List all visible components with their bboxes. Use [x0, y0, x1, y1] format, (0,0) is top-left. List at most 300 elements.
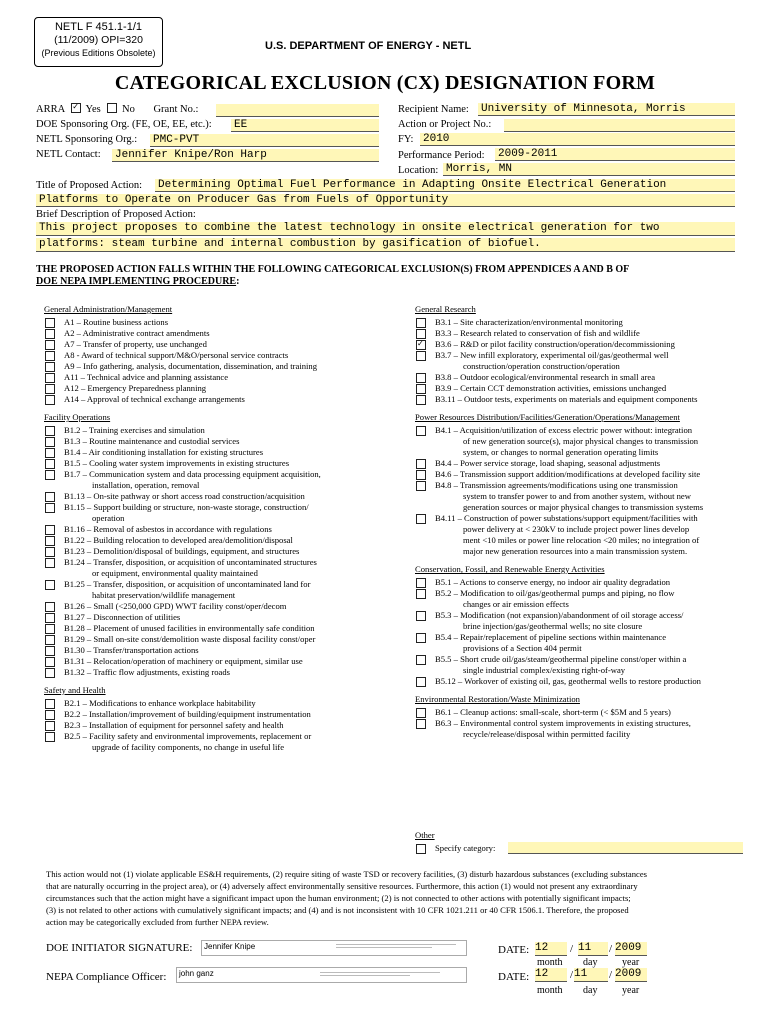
cx-item [415, 654, 750, 676]
cx-section-conservation-fossil-and-renewable-energy [415, 564, 750, 687]
cx-item-text [435, 718, 750, 740]
cx-item-label: B6.1 – Cleanup actions: small-scale, short-term (< $5M and 5 years) [435, 707, 671, 717]
brief-description-label: Brief Description of Proposed Action: [36, 209, 196, 220]
cx-item [44, 667, 394, 678]
cx-item-text [64, 361, 394, 372]
cx-section-safety-and-health [44, 685, 394, 753]
cx-item-text [64, 447, 394, 458]
cx-item-text [435, 372, 750, 383]
cx-item-label: B3.8 – Outdoor ecological/environmental research in small area [435, 372, 656, 382]
cx-item-text [435, 610, 750, 632]
cx-item-text [435, 339, 750, 350]
cx-checkbox[interactable] [45, 448, 55, 458]
cx-item-text [64, 634, 394, 645]
cx-item-continuation: system, or changes to normal generation operating limits [463, 447, 659, 457]
cx-item [44, 720, 394, 731]
cx-checkbox[interactable] [45, 710, 55, 720]
cx-checkbox[interactable] [45, 525, 55, 535]
location-field[interactable]: Morris, MN [443, 163, 735, 176]
cx-item-text [435, 350, 750, 372]
cx-item-continuation: power delivery at < 230kV to include project power lines develop [463, 524, 690, 534]
cx-item [415, 588, 750, 610]
cx-item-text [64, 698, 394, 709]
cx-item [415, 480, 750, 513]
cx-item-text [64, 645, 394, 656]
cx-item-text [435, 469, 750, 480]
cx-item-label: A12 – Emergency Preparedness planning [64, 383, 207, 393]
cx-item [44, 535, 394, 546]
cx-checkbox[interactable] [45, 503, 55, 513]
arra-yes-checkbox[interactable] [71, 103, 81, 113]
cx-item-label: A11 – Technical advice and planning assistance [64, 372, 229, 382]
cx-checkbox[interactable] [416, 318, 426, 328]
cx-item-label: B1.22 – Building relocation to developed area/demolition/disposal [64, 535, 293, 545]
specify-category-label: Specify category: [435, 843, 496, 853]
cx-item-label: B4.4 – Power service storage, load shaping, seasonal adjustments [435, 458, 661, 468]
cx-heading-line2: DOE NEPA IMPLEMENTING PROCEDURE [36, 276, 237, 287]
cx-item-label: B1.24 – Transfer, disposition, or acquisition of uncontaminated structures [64, 557, 317, 567]
cx-item [415, 676, 750, 687]
cx-item-label: B5.3 – Modification (not expansion)/abandonment of oil storage access/ [435, 610, 684, 620]
cx-item-label: B1.32 – Traffic flow adjustments, existing roads [64, 667, 230, 677]
brief-description-line1[interactable]: This project proposes to combine the latest technology in onsite electrical generation for two [36, 222, 735, 236]
cx-item-continuation: upgrade of facility components, no change in useful life [92, 742, 285, 752]
cx-item-continuation: system to transfer power to and from another system, without new [463, 491, 691, 501]
date2-slash: / [609, 969, 613, 981]
statement-line: that are naturally occurring in the project area), or (4) adversely affect environmentally sensitive resources. Furthermore, this action (1) would not present any extraordinary [46, 881, 638, 891]
cx-item-text [64, 667, 394, 678]
cx-item [44, 709, 394, 720]
cx-item-continuation: single industrial complex/existing right-of-way [463, 665, 626, 675]
page-title: CATEGORICAL EXCLUSION (CX) DESIGNATION FORM [114, 72, 656, 94]
netl-org-field[interactable]: PMC-PVT [150, 134, 379, 147]
cx-item-text [435, 394, 750, 405]
cx-item-text [64, 612, 394, 623]
date2-month-caption: month [537, 985, 563, 996]
cx-item-label: B5.5 – Short crude oil/gas/steam/geothermal pipeline const/oper within a [435, 654, 687, 664]
cx-item-text [64, 436, 394, 447]
cx-item-label: B2.1 – Modifications to enhance workplace habitability [64, 698, 256, 708]
cx-item-text [64, 425, 394, 436]
cx-item-label: B1.15 – Support building or structure, non-waste storage, construction/ [64, 502, 309, 512]
cx-checkbox[interactable] [416, 470, 426, 480]
cx-checkbox[interactable] [416, 384, 426, 394]
date2-year-caption: year [622, 985, 640, 996]
cx-section-title: Power Resources Distribution/Facilities/Generation/Operations/Management [415, 412, 680, 422]
cx-checkbox[interactable] [416, 611, 426, 621]
cx-checkbox[interactable] [416, 329, 426, 339]
cx-checkbox[interactable] [416, 633, 426, 643]
cx-item [44, 394, 394, 405]
form-id-obsolete-note: (Previous Editions Obsolete) [41, 48, 156, 58]
cx-item-text [64, 383, 394, 394]
cx-checkbox[interactable] [416, 340, 426, 350]
cx-checkbox[interactable] [45, 699, 55, 709]
cx-checkbox[interactable] [45, 732, 55, 742]
cx-item-label: B3.3 – Research related to conservation of fish and wildlife [435, 328, 640, 338]
cx-item [44, 317, 394, 328]
cx-item [44, 436, 394, 447]
netl-contact-field[interactable]: Jennifer Knipe/Ron Harp [112, 149, 379, 162]
grant-label: Grant No.: [153, 104, 199, 115]
cx-checkbox[interactable] [45, 384, 55, 394]
cx-item [415, 577, 750, 588]
cx-checkbox[interactable] [416, 481, 426, 491]
cx-checkbox[interactable] [45, 362, 55, 372]
other-checkbox[interactable] [416, 844, 426, 854]
cx-item-text [435, 425, 750, 458]
date2-slash: / [570, 969, 574, 981]
cx-item-label: B5.2 – Modification to oil/gas/geothermal pumps and piping, no flow [435, 588, 675, 598]
cx-item-label: B6.3 – Environmental control system improvements in existing structures, [435, 718, 691, 728]
date1-slash: / [570, 943, 574, 955]
cx-item-text [64, 656, 394, 667]
cx-item [415, 458, 750, 469]
cx-item [44, 623, 394, 634]
cx-checkbox[interactable] [416, 708, 426, 718]
nepa-officer-signature-name: john ganz [179, 969, 214, 978]
statement-line: action may be categorically excluded from further NEPA review. [46, 917, 269, 927]
arra-yes-label: Yes [85, 104, 101, 115]
cx-checkbox[interactable] [45, 635, 55, 645]
recipient-field[interactable]: University of Minnesota, Morris [478, 103, 735, 116]
title-of-action-field-line2[interactable]: Platforms to Operate on Producer Gas from Fuels of Opportunity [36, 194, 735, 207]
cx-item-text [64, 557, 394, 579]
cx-item-label: B4.11 – Construction of power substations/support equipment/facilities with [435, 513, 698, 523]
fy-field[interactable]: 2010 [420, 133, 735, 146]
date1-month-caption: month [537, 957, 563, 968]
date1-month[interactable]: 12 [535, 942, 567, 956]
cx-item [44, 328, 394, 339]
cx-item-label: B5.12 – Workover of existing oil, gas, geothermal wells to restore production [435, 676, 701, 686]
cx-section-title: Environmental Restoration/Waste Minimization [415, 694, 580, 704]
cx-checkbox[interactable] [45, 340, 55, 350]
nepa-digital-signature-stamp [320, 970, 440, 978]
cx-item [415, 350, 750, 372]
cx-item-text [64, 709, 394, 720]
cx-item [44, 524, 394, 535]
cx-item-continuation: construction/operation construction/operation [463, 361, 620, 371]
specify-category-field[interactable] [508, 842, 743, 854]
form-id-revision: (11/2009) OPI=320 [54, 34, 143, 46]
cx-item [415, 718, 750, 740]
cx-item-label: B3.1 – Site characterization/environmental monitoring [435, 317, 623, 327]
date2-day-caption: day [583, 985, 598, 996]
cx-item-continuation: brine injection/gas/geothermal wells; no site closure [463, 621, 643, 631]
cx-item-continuation: changes or air emission effects [463, 599, 569, 609]
cx-item-label: B3.6 – R&D or pilot facility construction/operation/decommissioning [435, 339, 675, 349]
cx-item-continuation: ment <10 miles or power line relocation <20 miles; no integration of [463, 535, 700, 545]
cx-section-title: General Administration/Management [44, 304, 173, 314]
cx-item-label: B1.16 – Removal of asbestos in accordance with regulations [64, 524, 272, 534]
cx-item [415, 372, 750, 383]
cx-item-text [435, 632, 750, 654]
cx-item-text [435, 328, 750, 339]
cx-checkbox[interactable] [416, 459, 426, 469]
cx-item [44, 612, 394, 623]
statement-line: This action would not (1) violate applicable ES&H requirements, (2) require siting of waste TSD or recovery facilities, (3) disturb hazardous substances (excluding substances [46, 869, 648, 879]
cx-checkbox[interactable] [45, 351, 55, 361]
doe-org-label: DOE Sponsoring Org. (FE, OE, EE, etc.): [36, 119, 212, 130]
cx-item [44, 656, 394, 667]
cx-item-continuation: or equipment, environmental quality maintained [92, 568, 258, 578]
other-section [415, 830, 495, 854]
cx-item-text [435, 588, 750, 610]
doe-org-field[interactable]: EE [231, 119, 379, 132]
initiator-signature-label: DOE INITIATOR SIGNATURE: [46, 942, 193, 954]
date1-year[interactable]: 2009 [615, 942, 647, 956]
performance-period-field[interactable]: 2009-2011 [495, 148, 735, 161]
cx-heading-colon: : [236, 276, 240, 287]
date1-day[interactable]: 11 [578, 942, 608, 956]
cx-item-label: B1.5 – Cooling water system improvements in existing structures [64, 458, 290, 468]
cx-section-facility-operations [44, 412, 394, 678]
cx-section-general-administration-management [44, 304, 394, 405]
cx-item-label: B1.31 – Relocation/operation of machinery or equipment, similar use [64, 656, 303, 666]
cx-item-continuation: habitat preservation/wildlife management [92, 590, 236, 600]
cx-checkbox[interactable] [416, 395, 426, 405]
cx-item-label: B1.30 – Transfer/transportation actions [64, 645, 199, 655]
cx-checkbox[interactable] [45, 580, 55, 590]
cx-checkbox[interactable] [45, 395, 55, 405]
cx-item [44, 447, 394, 458]
cx-item [415, 394, 750, 405]
cx-item-text [435, 480, 750, 513]
date-label-2: DATE: [498, 971, 530, 983]
cx-item-text [64, 394, 394, 405]
cx-checkbox[interactable] [45, 470, 55, 480]
other-title: Other [415, 830, 435, 840]
recipient-label: Recipient Name: [398, 104, 469, 115]
statement-line: circumstances such that the action might have a significant impact upon the human environment; (2) is not connected to other actions with potentially significant impacts; [46, 893, 631, 903]
cx-item-text [435, 383, 750, 394]
location-label: Location: [398, 165, 439, 176]
date2-month[interactable]: 12 [535, 968, 567, 982]
cx-item-label: A14 – Approval of technical exchange arrangements [64, 394, 245, 404]
cx-item [44, 350, 394, 361]
date1-year-caption: year [622, 957, 640, 968]
cx-checkbox[interactable] [45, 492, 55, 502]
cx-item [44, 383, 394, 394]
cx-item-label: A2 – Administrative contract amendments [64, 328, 210, 338]
cx-checkbox[interactable] [416, 578, 426, 588]
cx-item-label: B4.1 – Acquisition/utilization of excess electric power without: integration [435, 425, 693, 435]
cx-item [415, 339, 750, 350]
cx-item-text [64, 491, 394, 502]
cx-item [415, 707, 750, 718]
statement-line: (3) is not related to other actions with cumulatively significant impacts; and (4) and is not inconsistent with 10 CFR 1021.211 or 40 CFR 1506.1. Therefore, the proposed [46, 905, 629, 915]
cx-section-title: Conservation, Fossil, and Renewable Energy Activities [415, 564, 605, 574]
cx-checkbox[interactable] [45, 602, 55, 612]
cx-section-title: Facility Operations [44, 412, 111, 422]
cx-item [44, 425, 394, 436]
grant-number-field[interactable] [216, 104, 379, 117]
cx-item-label: B1.27 – Disconnection of utilities [64, 612, 181, 622]
cx-item-text [64, 601, 394, 612]
cx-checkbox[interactable] [416, 677, 426, 687]
cx-item-text [435, 676, 750, 687]
cx-checkbox[interactable] [45, 318, 55, 328]
cx-item [44, 491, 394, 502]
netl-contact-label: NETL Contact: [36, 149, 101, 160]
cx-item-label: B5.1 – Actions to conserve energy, no indoor air quality degradation [435, 577, 671, 587]
cx-checkbox[interactable] [416, 351, 426, 361]
date1-slash: / [609, 943, 613, 955]
action-number-label: Action or Project No.: [398, 119, 492, 130]
action-number-field[interactable] [504, 119, 735, 132]
cx-item-text [435, 513, 750, 557]
cx-item-continuation: of new generation source(s), major physical changes to transmission [463, 436, 699, 446]
cx-right-column [415, 304, 750, 747]
cx-item [44, 557, 394, 579]
cx-checkbox[interactable] [45, 373, 55, 383]
cx-checkbox[interactable] [45, 613, 55, 623]
cx-checkbox[interactable] [45, 646, 55, 656]
cx-item-label: B2.3 – Installation of equipment for personnel safety and health [64, 720, 284, 730]
cx-item [415, 469, 750, 480]
cx-item [415, 632, 750, 654]
cx-checkbox[interactable] [45, 558, 55, 568]
cx-item-text [64, 328, 394, 339]
cx-item-label: B3.11 – Outdoor tests, experiments on materials and equipment components [435, 394, 698, 404]
cx-item [415, 513, 750, 557]
cx-item-text [64, 731, 394, 753]
cx-item [44, 731, 394, 753]
form-id-number: NETL F 451.1-1/1 [54, 21, 143, 33]
cx-item-continuation: provisions of a Section 404 permit [463, 643, 582, 653]
cx-item-text [64, 350, 394, 361]
cx-item-label: A8 - Award of technical support/M&O/personal service contracts [64, 350, 289, 360]
cx-section-title: General Research [415, 304, 476, 314]
cx-checkbox[interactable] [45, 329, 55, 339]
cx-item-text [64, 372, 394, 383]
cx-checkbox[interactable] [416, 373, 426, 383]
initiator-signature-name: Jennifer Knipe [204, 942, 256, 951]
date2-year[interactable]: 2009 [615, 968, 647, 982]
cx-item-text [64, 339, 394, 350]
cx-item [44, 645, 394, 656]
nepa-officer-label: NEPA Compliance Officer: [46, 971, 167, 983]
cx-item-text [435, 654, 750, 676]
cx-item [44, 372, 394, 383]
cx-item [44, 579, 394, 601]
cx-item-label: A1 – Routine business actions [64, 317, 169, 327]
cx-item [415, 425, 750, 458]
cx-item-label: B1.29 – Small on-site const/demolition waste disposal facility const/oper [64, 634, 316, 644]
cx-checkbox[interactable] [416, 655, 426, 665]
cx-checkbox[interactable] [45, 668, 55, 678]
form-id-box [34, 17, 163, 67]
cx-section-title: Safety and Health [44, 685, 106, 695]
cx-item-label: B3.7 – New infill exploratory, experimental oil/gas/geothermal well [435, 350, 669, 360]
cx-section-general-research [415, 304, 750, 405]
cx-item-label: B1.4 – Air conditioning installation for existing structures [64, 447, 264, 457]
cx-checkbox[interactable] [45, 547, 55, 557]
cx-item-label: A9 – Info gathering, analysis, documentation, dissemination, and training [64, 361, 317, 371]
cx-item [44, 634, 394, 645]
title-of-action-field-line1[interactable]: Determining Optimal Fuel Performance in Adapting Onsite Electrical Generation [155, 179, 735, 192]
fy-label: FY: [398, 134, 414, 145]
cx-checkbox[interactable] [416, 426, 426, 436]
cx-checkbox[interactable] [416, 719, 426, 729]
arra-label: ARRA [36, 104, 65, 115]
cx-checkbox[interactable] [416, 589, 426, 599]
cx-item [44, 502, 394, 524]
arra-row [36, 103, 198, 115]
cx-item [44, 546, 394, 557]
cx-item-label: B4.8 – Transmission agreements/modifications using one transmission [435, 480, 678, 490]
cx-item-text [64, 535, 394, 546]
cx-item-label: B1.26 – Small (<250,000 GPD) WWT facility const/oper/decom [64, 601, 287, 611]
performance-period-label: Performance Period: [398, 150, 485, 161]
cx-item-continuation: operation [92, 513, 125, 523]
cx-item [44, 601, 394, 612]
initiator-digital-signature-stamp [336, 942, 456, 950]
cx-item [415, 328, 750, 339]
title-of-action-label: Title of Proposed Action: [36, 180, 143, 191]
cx-item-label: B1.23 – Demolition/disposal of buildings, equipment, and structures [64, 546, 300, 556]
cx-item-text [64, 469, 394, 491]
cx-checkbox[interactable] [45, 624, 55, 634]
cx-checkbox[interactable] [45, 437, 55, 447]
cx-checkbox[interactable] [45, 536, 55, 546]
cx-item-continuation: major new generation resources into a main transmission system. [463, 546, 688, 556]
arra-no-label: No [122, 104, 135, 115]
cx-item-label: B4.6 – Transmission support addition/modifications at developed facility site [435, 469, 701, 479]
netl-org-label: NETL Sponsoring Org.: [36, 134, 138, 145]
cx-heading [36, 264, 746, 288]
brief-description-line2[interactable]: platforms: steam turbine and internal combustion by gasification of biofuel. [36, 238, 735, 252]
cx-heading-line1: THE PROPOSED ACTION FALLS WITHIN THE FOLLOWING CATEGORICAL EXCLUSION(S) FROM APPENDICES A AND B OF [36, 264, 630, 275]
agency-title: U.S. DEPARTMENT OF ENERGY - NETL [265, 40, 472, 52]
cx-item [44, 339, 394, 350]
date2-day[interactable]: 11 [574, 968, 608, 982]
cx-item-text [64, 579, 394, 601]
cx-checkbox[interactable] [45, 657, 55, 667]
cx-item-label: B1.3 – Routine maintenance and custodial services [64, 436, 240, 446]
cx-item-text [64, 546, 394, 557]
cx-checkbox[interactable] [45, 721, 55, 731]
cx-item-label: B1.7 – Communication system and data processing equipment acquisition, [64, 469, 321, 479]
cx-item [415, 317, 750, 328]
cx-item-label: B1.25 – Transfer, disposition, or acquisition of uncontaminated land for [64, 579, 311, 589]
statement-paragraph [46, 868, 736, 928]
cx-item-label: B2.5 – Facility safety and environmental improvements, replacement or [64, 731, 312, 741]
cx-item-label: B3.9 – Certain CCT demonstration activities, emissions unchanged [435, 383, 667, 393]
cx-left-column [44, 304, 394, 760]
cx-section-environmental-restoration-waste-minimiza [415, 694, 750, 740]
date-label-1: DATE: [498, 944, 530, 956]
cx-item [44, 698, 394, 709]
cx-item-continuation: recycle/release/disposal within permitted facility [463, 729, 631, 739]
cx-checkbox[interactable] [45, 459, 55, 469]
cx-item-text [64, 623, 394, 634]
cx-item [44, 361, 394, 372]
cx-item-text [64, 720, 394, 731]
cx-item-continuation: generation sources or major physical changes to transmission systems [463, 502, 704, 512]
cx-checkbox[interactable] [416, 514, 426, 524]
cx-item-label: B2.2 – Installation/improvement of building/equipment instrumentation [64, 709, 311, 719]
cx-checkbox[interactable] [45, 426, 55, 436]
arra-no-checkbox[interactable] [107, 103, 117, 113]
cx-item-text [64, 524, 394, 535]
cx-item-text [64, 317, 394, 328]
cx-item-text [64, 458, 394, 469]
cx-item-text [435, 577, 750, 588]
cx-item-text [435, 458, 750, 469]
cx-item-text [435, 317, 750, 328]
cx-item-label: B1.13 – On-site pathway or short access road construction/acquisition [64, 491, 305, 501]
